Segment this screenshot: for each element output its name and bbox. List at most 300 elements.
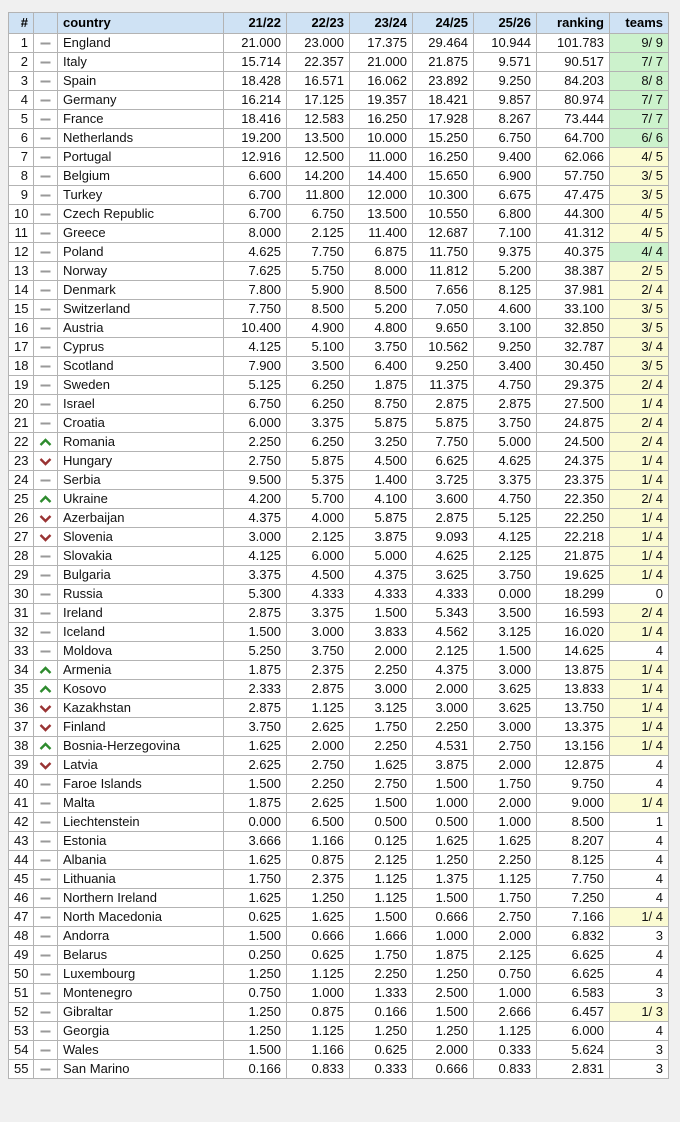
ranking-cell: 8.207	[537, 832, 610, 851]
country-cell: France	[58, 110, 224, 129]
season-value-cell: 4.625	[474, 452, 537, 471]
country-cell: Austria	[58, 319, 224, 338]
teams-cell: 3	[610, 984, 669, 1003]
teams-cell: 1	[610, 813, 669, 832]
ranking-cell: 2.831	[537, 1060, 610, 1079]
season-value-cell: 2.125	[287, 224, 350, 243]
rank-cell: 42	[9, 813, 34, 832]
season-value-cell: 4.000	[287, 509, 350, 528]
teams-cell: 4	[610, 1022, 669, 1041]
country-cell: Malta	[58, 794, 224, 813]
table-row	[9, 376, 669, 395]
trend-cell	[34, 148, 58, 167]
rank-cell: 34	[9, 661, 34, 680]
trend-cell	[34, 281, 58, 300]
trend-same-icon	[39, 362, 52, 371]
rank-cell: 18	[9, 357, 34, 376]
season-value-cell: 3.875	[350, 528, 413, 547]
season-value-cell: 0.000	[224, 813, 287, 832]
season-value-cell: 2.875	[224, 604, 287, 623]
country-cell: Portugal	[58, 148, 224, 167]
teams-cell: 4	[610, 946, 669, 965]
season-value-cell: 6.400	[350, 357, 413, 376]
trend-cell	[34, 946, 58, 965]
header-teams: teams	[610, 13, 669, 34]
season-value-cell: 2.875	[224, 699, 287, 718]
season-value-cell: 4.200	[224, 490, 287, 509]
country-cell: Azerbaijan	[58, 509, 224, 528]
table-row	[9, 832, 669, 851]
rank-cell: 3	[9, 72, 34, 91]
rank-cell: 9	[9, 186, 34, 205]
teams-cell: 3/ 4	[610, 338, 669, 357]
trend-cell	[34, 357, 58, 376]
ranking-cell: 21.875	[537, 547, 610, 566]
teams-cell: 8/ 8	[610, 72, 669, 91]
teams-cell: 2/ 5	[610, 262, 669, 281]
country-cell: Turkey	[58, 186, 224, 205]
ranking-cell: 44.300	[537, 205, 610, 224]
season-value-cell: 13.500	[287, 129, 350, 148]
trend-same-icon	[39, 647, 52, 656]
season-value-cell: 21.875	[413, 53, 474, 72]
trend-cell	[34, 1022, 58, 1041]
teams-cell: 1/ 4	[610, 680, 669, 699]
table-row	[9, 699, 669, 718]
table-row	[9, 338, 669, 357]
ranking-cell: 13.750	[537, 699, 610, 718]
season-value-cell: 3.750	[474, 566, 537, 585]
rank-cell: 41	[9, 794, 34, 813]
trend-same-icon	[39, 58, 52, 67]
season-value-cell: 2.250	[350, 965, 413, 984]
country-cell: Israel	[58, 395, 224, 414]
season-value-cell: 17.125	[287, 91, 350, 110]
season-value-cell: 2.333	[224, 680, 287, 699]
teams-cell: 1/ 4	[610, 794, 669, 813]
season-value-cell: 5.200	[474, 262, 537, 281]
trend-same-icon	[39, 172, 52, 181]
season-value-cell: 12.500	[287, 148, 350, 167]
trend-same-icon	[39, 286, 52, 295]
trend-same-icon	[39, 343, 52, 352]
season-value-cell: 8.125	[474, 281, 537, 300]
season-value-cell: 7.750	[413, 433, 474, 452]
trend-cell	[34, 965, 58, 984]
teams-cell: 1/ 4	[610, 452, 669, 471]
season-value-cell: 0.500	[413, 813, 474, 832]
season-value-cell: 0.875	[287, 1003, 350, 1022]
season-value-cell: 1.375	[413, 870, 474, 889]
table-row	[9, 528, 669, 547]
season-value-cell: 3.833	[350, 623, 413, 642]
season-value-cell: 2.000	[474, 927, 537, 946]
trend-cell	[34, 756, 58, 775]
country-cell: Hungary	[58, 452, 224, 471]
season-value-cell: 11.812	[413, 262, 474, 281]
ranking-cell: 7.166	[537, 908, 610, 927]
trend-cell	[34, 433, 58, 452]
ranking-cell: 9.750	[537, 775, 610, 794]
ranking-cell: 38.387	[537, 262, 610, 281]
ranking-cell: 13.375	[537, 718, 610, 737]
season-value-cell: 29.464	[413, 34, 474, 53]
season-value-cell: 4.562	[413, 623, 474, 642]
season-value-cell: 9.250	[413, 357, 474, 376]
season-value-cell: 6.600	[224, 167, 287, 186]
season-value-cell: 2.125	[350, 851, 413, 870]
season-value-cell: 2.625	[287, 718, 350, 737]
country-cell: Ireland	[58, 604, 224, 623]
teams-cell: 3/ 5	[610, 357, 669, 376]
table-row	[9, 661, 669, 680]
season-value-cell: 1.000	[413, 794, 474, 813]
rank-cell: 10	[9, 205, 34, 224]
rank-cell: 2	[9, 53, 34, 72]
season-value-cell: 2.750	[224, 452, 287, 471]
rank-cell: 44	[9, 851, 34, 870]
country-cell: Iceland	[58, 623, 224, 642]
teams-cell: 1/ 4	[610, 509, 669, 528]
season-value-cell: 4.100	[350, 490, 413, 509]
table-row	[9, 889, 669, 908]
table-row	[9, 718, 669, 737]
season-value-cell: 2.666	[474, 1003, 537, 1022]
trend-cell	[34, 490, 58, 509]
country-coefficient-table	[8, 12, 669, 1079]
ranking-cell: 5.624	[537, 1041, 610, 1060]
trend-same-icon	[39, 780, 52, 789]
season-value-cell: 1.125	[287, 1022, 350, 1041]
ranking-cell: 7.250	[537, 889, 610, 908]
trend-cell	[34, 699, 58, 718]
season-value-cell: 3.875	[413, 756, 474, 775]
country-cell: Moldova	[58, 642, 224, 661]
country-cell: Liechtenstein	[58, 813, 224, 832]
trend-cell	[34, 205, 58, 224]
ranking-cell: 13.833	[537, 680, 610, 699]
season-value-cell: 9.375	[474, 243, 537, 262]
table-row	[9, 775, 669, 794]
season-value-cell: 5.875	[413, 414, 474, 433]
season-value-cell: 8.000	[350, 262, 413, 281]
season-value-cell: 0.250	[224, 946, 287, 965]
table-row	[9, 357, 669, 376]
season-value-cell: 1.250	[287, 889, 350, 908]
season-value-cell: 1.400	[350, 471, 413, 490]
season-value-cell: 3.000	[474, 661, 537, 680]
season-value-cell: 22.357	[287, 53, 350, 72]
country-cell: Czech Republic	[58, 205, 224, 224]
season-value-cell: 1.500	[350, 604, 413, 623]
season-value-cell: 0.875	[287, 851, 350, 870]
table-row	[9, 91, 669, 110]
ranking-cell: 80.974	[537, 91, 610, 110]
trend-same-icon	[39, 191, 52, 200]
trend-same-icon	[39, 932, 52, 941]
season-value-cell: 1.250	[413, 1022, 474, 1041]
trend-cell	[34, 528, 58, 547]
table-row	[9, 1022, 669, 1041]
trend-cell	[34, 262, 58, 281]
country-cell: Romania	[58, 433, 224, 452]
country-cell: Switzerland	[58, 300, 224, 319]
ranking-cell: 6.625	[537, 946, 610, 965]
season-value-cell: 3.000	[413, 699, 474, 718]
table-row	[9, 395, 669, 414]
season-value-cell: 1.500	[413, 1003, 474, 1022]
season-value-cell: 1.500	[413, 889, 474, 908]
table-row	[9, 34, 669, 53]
season-value-cell: 3.375	[224, 566, 287, 585]
trend-cell	[34, 224, 58, 243]
trend-same-icon	[39, 818, 52, 827]
season-value-cell: 3.400	[474, 357, 537, 376]
season-value-cell: 1.625	[224, 889, 287, 908]
table-row	[9, 433, 669, 452]
season-value-cell: 14.200	[287, 167, 350, 186]
teams-cell: 1/ 4	[610, 623, 669, 642]
trend-cell	[34, 414, 58, 433]
teams-cell: 4	[610, 756, 669, 775]
table-row	[9, 110, 669, 129]
season-value-cell: 1.125	[287, 699, 350, 718]
season-value-cell: 1.250	[413, 851, 474, 870]
ranking-cell: 12.875	[537, 756, 610, 775]
trend-cell	[34, 300, 58, 319]
season-value-cell: 3.500	[474, 604, 537, 623]
season-value-cell: 0.625	[287, 946, 350, 965]
teams-cell: 4/ 5	[610, 148, 669, 167]
season-value-cell: 2.625	[287, 794, 350, 813]
season-value-cell: 1.625	[224, 737, 287, 756]
season-value-cell: 0.333	[350, 1060, 413, 1079]
season-value-cell: 5.000	[350, 547, 413, 566]
season-value-cell: 4.900	[287, 319, 350, 338]
teams-cell: 1/ 3	[610, 1003, 669, 1022]
ranking-cell: 41.312	[537, 224, 610, 243]
country-cell: Slovenia	[58, 528, 224, 547]
season-value-cell: 2.125	[287, 528, 350, 547]
trend-down-icon	[39, 514, 52, 523]
season-value-cell: 2.000	[474, 756, 537, 775]
country-cell: Bulgaria	[58, 566, 224, 585]
season-value-cell: 2.250	[413, 718, 474, 737]
country-cell: North Macedonia	[58, 908, 224, 927]
country-cell: Ukraine	[58, 490, 224, 509]
country-cell: Belarus	[58, 946, 224, 965]
ranking-cell: 8.500	[537, 813, 610, 832]
table-row	[9, 566, 669, 585]
table-row	[9, 205, 669, 224]
season-value-cell: 5.375	[287, 471, 350, 490]
trend-cell	[34, 110, 58, 129]
season-value-cell: 17.928	[413, 110, 474, 129]
country-cell: Netherlands	[58, 129, 224, 148]
teams-cell: 4	[610, 870, 669, 889]
trend-cell	[34, 338, 58, 357]
season-value-cell: 5.700	[287, 490, 350, 509]
season-value-cell: 1.500	[224, 775, 287, 794]
season-value-cell: 3.375	[287, 414, 350, 433]
country-cell: Georgia	[58, 1022, 224, 1041]
season-value-cell: 7.800	[224, 281, 287, 300]
trend-cell	[34, 927, 58, 946]
teams-cell: 1/ 4	[610, 908, 669, 927]
teams-cell: 4/ 5	[610, 205, 669, 224]
trend-cell	[34, 775, 58, 794]
season-value-cell: 16.571	[287, 72, 350, 91]
season-value-cell: 9.250	[474, 72, 537, 91]
season-value-cell: 8.750	[350, 395, 413, 414]
ranking-cell: 6.583	[537, 984, 610, 1003]
teams-cell: 3/ 5	[610, 300, 669, 319]
season-value-cell: 5.750	[287, 262, 350, 281]
country-cell: Bosnia-Herzegovina	[58, 737, 224, 756]
season-value-cell: 4.333	[413, 585, 474, 604]
trend-cell	[34, 319, 58, 338]
header-season-2324: 23/24	[350, 13, 413, 34]
season-value-cell: 3.000	[474, 718, 537, 737]
season-value-cell: 5.875	[350, 414, 413, 433]
season-value-cell: 9.500	[224, 471, 287, 490]
trend-same-icon	[39, 970, 52, 979]
rank-cell: 16	[9, 319, 34, 338]
season-value-cell: 10.300	[413, 186, 474, 205]
teams-cell: 1/ 4	[610, 661, 669, 680]
season-value-cell: 4.375	[413, 661, 474, 680]
trend-same-icon	[39, 856, 52, 865]
rank-cell: 19	[9, 376, 34, 395]
season-value-cell: 1.250	[350, 1022, 413, 1041]
season-value-cell: 2.500	[413, 984, 474, 1003]
season-value-cell: 6.675	[474, 186, 537, 205]
table-row	[9, 1003, 669, 1022]
season-value-cell: 11.000	[350, 148, 413, 167]
table-row	[9, 224, 669, 243]
season-value-cell: 10.400	[224, 319, 287, 338]
season-value-cell: 6.000	[287, 547, 350, 566]
season-value-cell: 3.625	[474, 680, 537, 699]
country-cell: San Marino	[58, 1060, 224, 1079]
trend-cell	[34, 395, 58, 414]
teams-cell: 3	[610, 1060, 669, 1079]
rank-cell: 1	[9, 34, 34, 53]
season-value-cell: 23.000	[287, 34, 350, 53]
rank-cell: 30	[9, 585, 34, 604]
teams-cell: 4	[610, 851, 669, 870]
teams-cell: 2/ 4	[610, 414, 669, 433]
season-value-cell: 6.500	[287, 813, 350, 832]
rank-cell: 22	[9, 433, 34, 452]
season-value-cell: 0.666	[413, 908, 474, 927]
season-value-cell: 2.375	[287, 661, 350, 680]
season-value-cell: 3.625	[413, 566, 474, 585]
ranking-cell: 6.832	[537, 927, 610, 946]
rank-cell: 25	[9, 490, 34, 509]
season-value-cell: 2.875	[413, 509, 474, 528]
ranking-cell: 13.156	[537, 737, 610, 756]
season-value-cell: 2.250	[350, 661, 413, 680]
season-value-cell: 9.250	[474, 338, 537, 357]
season-value-cell: 2.875	[287, 680, 350, 699]
table-row	[9, 756, 669, 775]
ranking-cell: 40.375	[537, 243, 610, 262]
rank-cell: 4	[9, 91, 34, 110]
trend-same-icon	[39, 571, 52, 580]
header-ranking: ranking	[537, 13, 610, 34]
trend-same-icon	[39, 400, 52, 409]
season-value-cell: 4.750	[474, 376, 537, 395]
season-value-cell: 9.093	[413, 528, 474, 547]
season-value-cell: 2.750	[350, 775, 413, 794]
trend-down-icon	[39, 533, 52, 542]
country-cell: Greece	[58, 224, 224, 243]
country-cell: Luxembourg	[58, 965, 224, 984]
rank-cell: 14	[9, 281, 34, 300]
trend-cell	[34, 832, 58, 851]
table-row	[9, 794, 669, 813]
season-value-cell: 4.125	[224, 547, 287, 566]
season-value-cell: 3.125	[474, 623, 537, 642]
season-value-cell: 1.125	[350, 889, 413, 908]
season-value-cell: 4.125	[224, 338, 287, 357]
teams-cell: 1/ 4	[610, 566, 669, 585]
season-value-cell: 5.900	[287, 281, 350, 300]
season-value-cell: 1.000	[474, 984, 537, 1003]
season-value-cell: 1.875	[224, 794, 287, 813]
header-rank: #	[9, 13, 34, 34]
table-body	[9, 34, 669, 1079]
season-value-cell: 12.687	[413, 224, 474, 243]
season-value-cell: 3.375	[474, 471, 537, 490]
header-row	[9, 13, 669, 34]
season-value-cell: 1.500	[350, 794, 413, 813]
teams-cell: 1/ 4	[610, 718, 669, 737]
season-value-cell: 1.333	[350, 984, 413, 1003]
trend-same-icon	[39, 134, 52, 143]
season-value-cell: 7.900	[224, 357, 287, 376]
season-value-cell: 1.625	[474, 832, 537, 851]
table-row	[9, 984, 669, 1003]
season-value-cell: 9.650	[413, 319, 474, 338]
season-value-cell: 1.500	[224, 1041, 287, 1060]
table-row	[9, 414, 669, 433]
table-row	[9, 547, 669, 566]
ranking-cell: 16.593	[537, 604, 610, 623]
season-value-cell: 4.375	[224, 509, 287, 528]
season-value-cell: 18.416	[224, 110, 287, 129]
season-value-cell: 1.000	[474, 813, 537, 832]
ranking-cell: 24.500	[537, 433, 610, 452]
trend-cell	[34, 642, 58, 661]
season-value-cell: 2.000	[350, 642, 413, 661]
ranking-cell: 22.250	[537, 509, 610, 528]
season-value-cell: 5.250	[224, 642, 287, 661]
season-value-cell: 2.750	[474, 908, 537, 927]
season-value-cell: 3.725	[413, 471, 474, 490]
rank-cell: 11	[9, 224, 34, 243]
season-value-cell: 4.333	[287, 585, 350, 604]
table-row	[9, 604, 669, 623]
trend-cell	[34, 870, 58, 889]
trend-same-icon	[39, 96, 52, 105]
teams-cell: 4	[610, 832, 669, 851]
teams-cell: 3	[610, 927, 669, 946]
rank-cell: 17	[9, 338, 34, 357]
rank-cell: 52	[9, 1003, 34, 1022]
country-cell: Cyprus	[58, 338, 224, 357]
